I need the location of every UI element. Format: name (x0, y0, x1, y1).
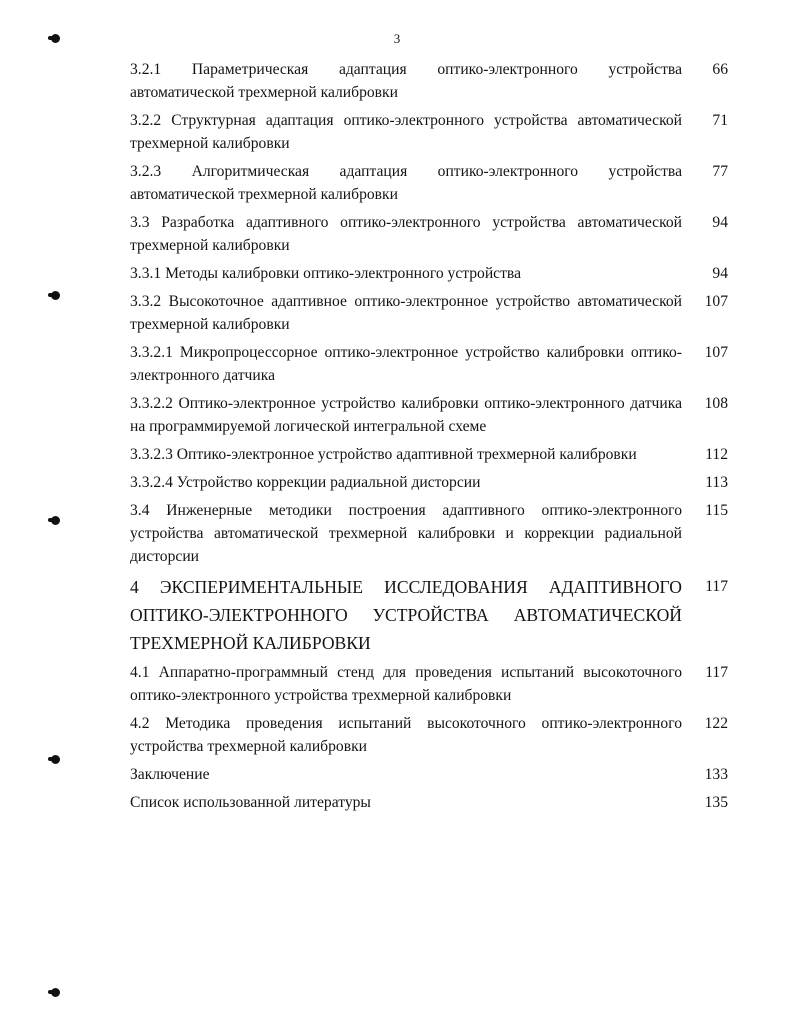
toc-entry-title: 3.3.1 Методы калибровки оптико-электронного устройства (130, 265, 521, 282)
toc-entry-page: 112 (705, 446, 728, 463)
toc-entry[interactable] (130, 109, 728, 155)
toc-entry-title: 3.3.2.2 Оптико-электронное устройство калибровки оптико-электронного датчика на программируемой логической интегральной схеме (130, 395, 682, 435)
toc-entry[interactable] (130, 791, 728, 814)
toc-entry[interactable] (130, 160, 728, 206)
toc-entry-page: 135 (704, 794, 728, 811)
toc-entry-page: 77 (712, 163, 728, 180)
toc-entry[interactable] (130, 58, 728, 104)
toc-entry-title: 3.4 Инженерные методики построения адаптивного оптико-электронного устройства автоматической трехмерной калибровки и коррекции радиальной дисторсии (130, 502, 682, 565)
toc-entry-title: 3.3.2.4 Устройство коррекции радиальной дисторсии (130, 474, 481, 491)
toc-entry[interactable] (130, 499, 728, 568)
toc-entry-title: 4.2 Методика проведения испытаний высокоточного оптико-электронного устройства трехмерной калибровки (130, 715, 682, 755)
toc-entry-title: 4 ЭКСПЕРИМЕНТАЛЬНЫЕ ИССЛЕДОВАНИЯ АДАПТИВНОГО ОПТИКО-ЭЛЕКТРОННОГО УСТРОЙСТВА АВТОМАТИЧЕСКОЙ ТРЕХМЕРНОЙ КАЛИБРОВКИ (130, 577, 682, 653)
toc-entry-chapter[interactable] (130, 573, 728, 657)
toc-entry-title: Заключение (130, 766, 210, 783)
toc-entry-title: 3.2.2 Структурная адаптация оптико-электронного устройства автоматической трехмерной калибровки (130, 112, 682, 152)
toc-entry-title: 3.3.2.3 Оптико-электронное устройство адаптивной трехмерной калибровки (130, 446, 637, 463)
page-number: 3 (393, 31, 401, 46)
binding-hole-mark (51, 516, 60, 525)
toc-entry-page: 115 (705, 502, 728, 519)
toc-entry-page: 107 (704, 293, 728, 310)
table-of-contents (130, 58, 728, 819)
toc-entry[interactable] (130, 443, 728, 466)
binding-hole-mark (51, 755, 60, 764)
toc-entry-page: 94 (712, 265, 728, 282)
toc-entry[interactable] (130, 290, 728, 336)
toc-entry-title: 3.3 Разработка адаптивного оптико-электронного устройства автоматической трехмерной калибровки (130, 214, 682, 254)
toc-entry[interactable] (130, 763, 728, 786)
toc-entry-page: 117 (705, 664, 728, 681)
toc-entry-page: 117 (705, 578, 728, 595)
toc-entry[interactable] (130, 392, 728, 438)
toc-entry-title: Список использованной литературы (130, 794, 371, 811)
toc-entry-title: 3.2.1 Параметрическая адаптация оптико-электронного устройства автоматической трехмерной калибровки (130, 61, 682, 101)
binding-hole-mark (51, 34, 60, 43)
toc-entry-title: 3.3.2.1 Микропроцессорное оптико-электронное устройство калибровки оптико-электронного датчика (130, 344, 682, 384)
toc-entry-page: 113 (705, 474, 728, 491)
toc-entry-page: 108 (704, 395, 728, 412)
toc-entry-title: 3.3.2 Высокоточное адаптивное оптико-электронное устройство автоматической трехмерной калибровки (130, 293, 682, 333)
toc-entry[interactable] (130, 471, 728, 494)
toc-entry-title: 3.2.3 Алгоритмическая адаптация оптико-электронного устройства автоматической трехмерной калибровки (130, 163, 682, 203)
toc-entry-page: 122 (704, 715, 728, 732)
binding-hole-mark (51, 291, 60, 300)
toc-entry[interactable] (130, 341, 728, 387)
toc-entry[interactable] (130, 211, 728, 257)
toc-entry-title: 4.1 Аппаратно-программный стенд для проведения испытаний высокоточного оптико-электронного устройства трехмерной калибровки (130, 664, 682, 704)
toc-entry[interactable] (130, 661, 728, 707)
binding-hole-mark (51, 988, 60, 997)
toc-entry-page: 66 (712, 61, 728, 78)
toc-entry-page: 133 (704, 766, 728, 783)
toc-entry[interactable] (130, 262, 728, 285)
toc-entry-page: 71 (712, 112, 728, 129)
toc-entry-page: 94 (712, 214, 728, 231)
toc-entry[interactable] (130, 712, 728, 758)
toc-entry-page: 107 (704, 344, 728, 361)
